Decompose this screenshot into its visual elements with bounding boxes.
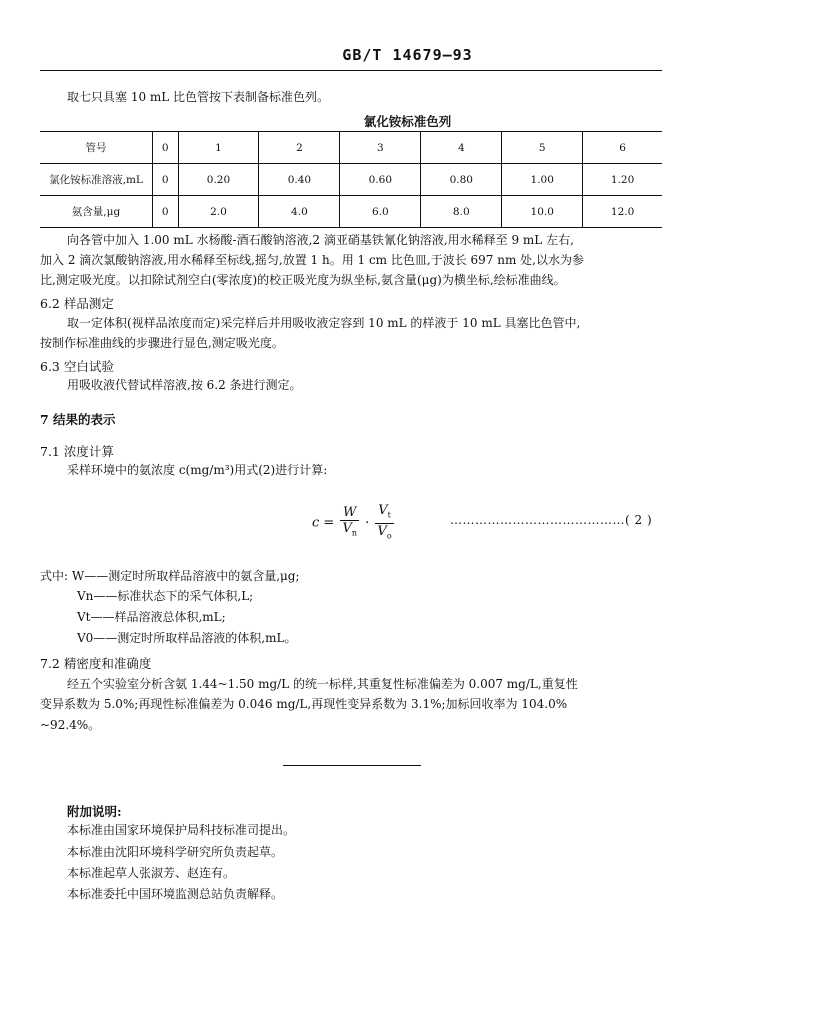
standard-code-header: GB/T 14679—93 bbox=[342, 46, 473, 64]
section-heading-7: 7 结果的表示 bbox=[40, 412, 116, 427]
section-text: 采样环境中的氨浓度 c(mg/m³)用式(2)进行计算: bbox=[67, 463, 328, 477]
table-cell: 8.0 bbox=[421, 196, 502, 228]
notes-heading: 附加说明: bbox=[67, 804, 122, 819]
note-line: 本标准委托中国环境监测总站负责解释。 bbox=[67, 887, 284, 901]
section-text: 变异系数为 5.0%;再现性标准偏差为 0.046 mg/L,再现性变异系数为 3.1%;加标回收率为 104.0% bbox=[40, 697, 568, 711]
section-text: 取一定体积(视样品浓度而定)采完样后并用吸收液定容到 10 mL 的样液于 10 mL 具塞比色管中, bbox=[67, 316, 581, 330]
table-cell: 6.0 bbox=[340, 196, 421, 228]
table-cell: 管号 bbox=[40, 132, 153, 164]
formula-denominator: $V_n$ bbox=[342, 521, 357, 538]
table-cell: 2 bbox=[259, 132, 340, 164]
table-row bbox=[40, 164, 662, 196]
concentration-formula bbox=[312, 503, 396, 543]
procedure-line: 比,测定吸光度。以扣除试剂空白(零浓度)的校正吸光度为纵坐标,氨含量(μg)为横坐标,绘标准曲线。 bbox=[40, 273, 566, 287]
table-cell: 0 bbox=[153, 132, 179, 164]
table-cell: 1.00 bbox=[502, 164, 583, 196]
formula-lhs: c = bbox=[312, 515, 335, 531]
table-cell: 0.40 bbox=[259, 164, 340, 196]
end-divider bbox=[283, 765, 421, 766]
table-caption: 氯化铵标准色列 bbox=[363, 114, 452, 129]
section-heading-6-2: 6.2 样品测定 bbox=[40, 296, 114, 311]
formula-numerator: $V_t$ bbox=[375, 503, 393, 524]
note-line: 本标准由国家环境保护局科技标准司提出。 bbox=[67, 823, 296, 837]
variable-definition: 式中: W——测定时所取样品溶液中的氨含量,μg; bbox=[40, 569, 300, 583]
section-text: ~92.4%。 bbox=[40, 718, 101, 732]
formula-fraction bbox=[340, 505, 359, 541]
table-cell: 6 bbox=[583, 132, 662, 164]
formula-fraction bbox=[375, 503, 393, 543]
equation-number: ……………………………………( 2 ) bbox=[450, 513, 653, 527]
table-cell: 5 bbox=[502, 132, 583, 164]
intro-text: 取七只具塞 10 mL 比色管按下表制备标准色列。 bbox=[67, 90, 330, 104]
formula-dot: · bbox=[365, 515, 370, 531]
table-cell: 10.0 bbox=[502, 196, 583, 228]
note-line: 本标准起草人张淑芳、赵连有。 bbox=[67, 866, 236, 880]
table-row bbox=[40, 132, 662, 164]
table-cell: 4.0 bbox=[259, 196, 340, 228]
variable-definition: V0——测定时所取样品溶液的体积,mL。 bbox=[77, 631, 297, 645]
note-line: 本标准由沈阳环境科学研究所负责起草。 bbox=[67, 845, 284, 859]
table-cell: 氯化铵标准溶液,mL bbox=[40, 164, 153, 196]
section-heading-7-2: 7.2 精密度和准确度 bbox=[40, 656, 152, 671]
table-cell: 12.0 bbox=[583, 196, 662, 228]
table-cell: 0 bbox=[153, 196, 179, 228]
standard-series-table bbox=[40, 131, 662, 228]
procedure-line: 向各管中加入 1.00 mL 水杨酸-酒石酸钠溶液,2 滴亚硝基铁氰化钠溶液,用水稀释至 9 mL 左右, bbox=[67, 233, 574, 247]
procedure-line: 加入 2 滴次氯酸钠溶液,用水稀释至标线,摇匀,放置 1 h。用 1 cm 比色皿,于波长 697 nm 处,以水为参 bbox=[40, 253, 584, 267]
section-heading-7-1: 7.1 浓度计算 bbox=[40, 444, 114, 459]
table-row bbox=[40, 196, 662, 228]
formula-denominator: $V_o$ bbox=[377, 523, 392, 541]
table-cell: 4 bbox=[421, 132, 502, 164]
table-cell: 0.80 bbox=[421, 164, 502, 196]
table-cell: 1 bbox=[178, 132, 259, 164]
section-heading-6-3: 6.3 空白试验 bbox=[40, 359, 114, 374]
table-cell: 氨含量,μg bbox=[40, 196, 153, 228]
section-text: 经五个实验室分析含氨 1.44~1.50 mg/L 的统一标样,其重复性标准偏差为 0.007 mg/L,重复性 bbox=[67, 677, 578, 691]
table-cell: 2.0 bbox=[178, 196, 259, 228]
variable-definition: Vt——样品溶液总体积,mL; bbox=[77, 610, 226, 624]
table-cell: 0.60 bbox=[340, 164, 421, 196]
table-cell: 0 bbox=[153, 164, 179, 196]
table-cell: 1.20 bbox=[583, 164, 662, 196]
formula-numerator: W bbox=[340, 505, 359, 521]
table-cell: 3 bbox=[340, 132, 421, 164]
header-rule bbox=[40, 70, 662, 71]
variable-definition: Vn——标准状态下的采气体积,L; bbox=[77, 589, 254, 603]
section-text: 用吸收液代替试样溶液,按 6.2 条进行测定。 bbox=[67, 378, 302, 392]
table-cell: 0.20 bbox=[178, 164, 259, 196]
section-text: 按制作标准曲线的步骤进行显色,测定吸光度。 bbox=[40, 336, 284, 350]
